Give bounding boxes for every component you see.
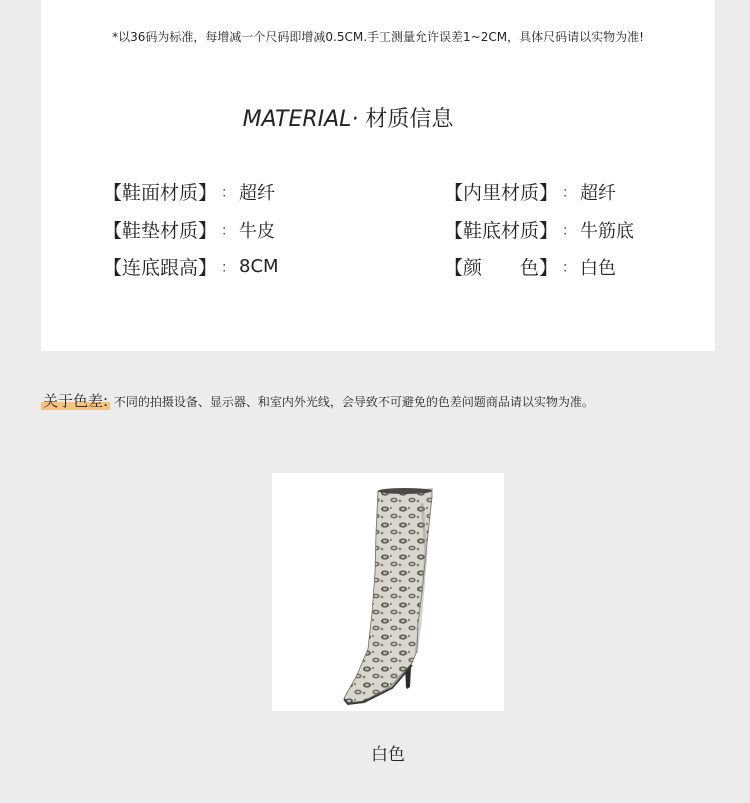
material-title-cn: 材质信息 <box>358 107 454 132</box>
spec-value: 牛筋底 <box>580 220 635 242</box>
product-photo <box>272 473 504 711</box>
spec-value: 8CM <box>239 256 279 277</box>
spec-label: 【鞋面材质】 <box>103 182 218 204</box>
color-difference-note <box>41 390 594 411</box>
material-title-en: MATERIAL· <box>242 107 359 132</box>
spec-lining-material <box>444 178 616 205</box>
spec-value: 牛皮 <box>239 220 276 242</box>
size-note: *以36码为标准，每增减一个尺码即增减0.5CM.手工测量允许误差1~2CM，具体尺码请以实物为准! <box>112 30 644 44</box>
spec-colon: ： <box>562 222 577 239</box>
spec-color <box>444 253 616 280</box>
spec-heel-height <box>103 253 279 280</box>
spec-colon: ： <box>562 259 577 276</box>
color-note-highlight: 关于色差: <box>43 392 109 410</box>
spec-label: 【鞋垫材质】 <box>103 220 218 242</box>
spec-value: 超纤 <box>580 182 617 204</box>
spec-insole-material <box>103 216 275 243</box>
spec-label: 【颜 色】 <box>444 257 559 279</box>
spec-upper-material <box>103 178 275 205</box>
spec-value: 白色 <box>580 257 617 279</box>
spec-colon: ： <box>221 222 236 239</box>
color-note-text: 不同的拍摄设备、显示器、和室内外光线，会导致不可避免的色差问题商品请以实物为准。 <box>110 395 594 409</box>
material-title <box>41 102 655 133</box>
info-card <box>41 0 715 351</box>
spec-label: 【鞋底材质】 <box>444 220 559 242</box>
spec-label: 【内里材质】 <box>444 182 559 204</box>
spec-value: 超纤 <box>239 182 276 204</box>
spec-colon: ： <box>221 259 236 276</box>
spec-sole-material <box>444 216 634 243</box>
product-caption: 白色 <box>371 745 405 765</box>
spec-label: 【连底跟高】 <box>103 257 218 279</box>
spec-colon: ： <box>221 184 236 201</box>
snakeskin-knee-boot-icon <box>272 473 504 711</box>
spec-colon: ： <box>562 184 577 201</box>
